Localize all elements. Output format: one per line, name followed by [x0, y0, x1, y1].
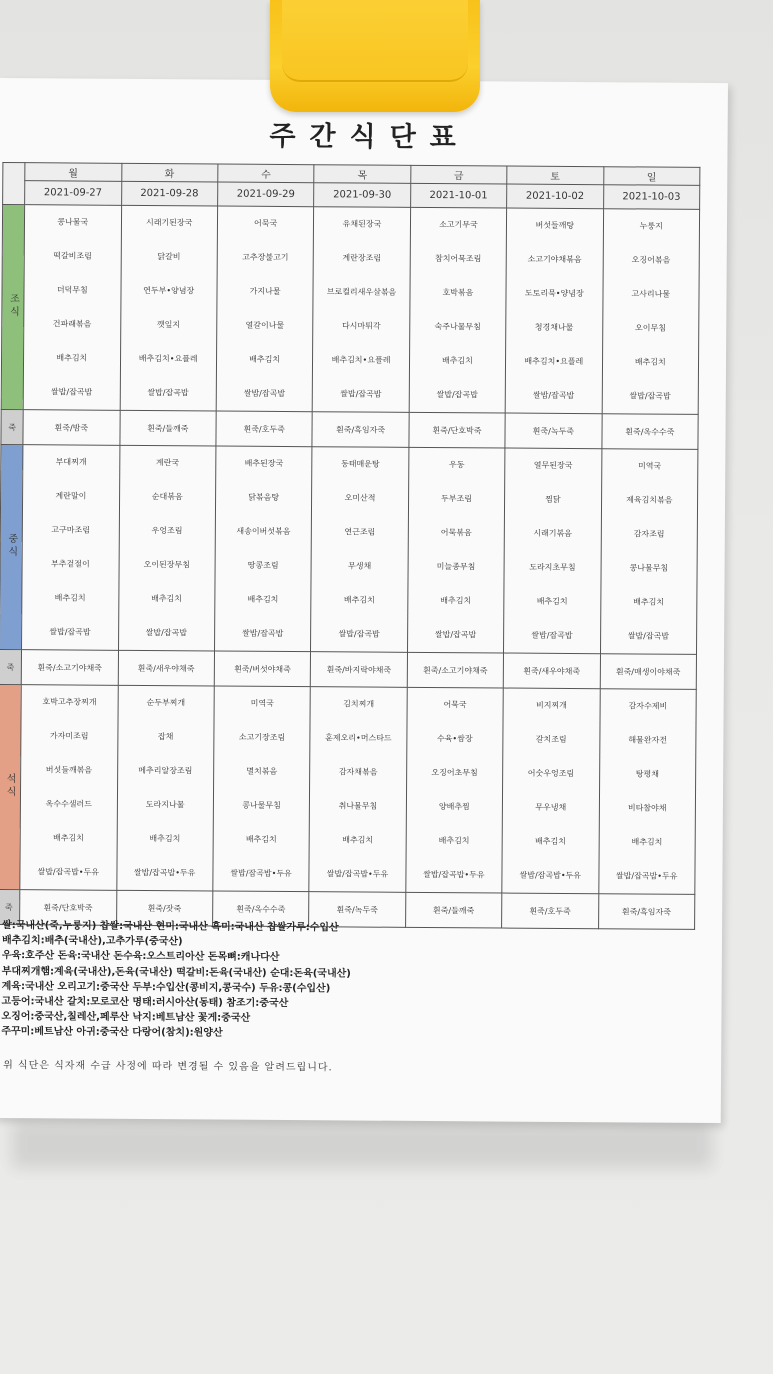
porridge-item: 흰죽/잣죽	[116, 890, 213, 926]
menu-item: 오징어초무침	[431, 768, 478, 778]
menu-item: 쌀밥/잡곡밥	[338, 629, 380, 639]
date-header: 2021-10-01	[410, 183, 507, 208]
menu-item: 쌀밥/잡곡밥•두유	[423, 869, 485, 880]
menu-item: 옥수수샐러드	[45, 799, 92, 809]
breakfast-menu-cell	[505, 208, 603, 414]
menu-item: 배추김치	[633, 597, 665, 607]
menu-item: 우동	[448, 460, 465, 470]
menu-item: 닭갈비	[157, 252, 181, 262]
origin-note-line: 주꾸미:베트남산 아귀:중국산 다랑어(참치):원양산	[1, 1026, 223, 1039]
menu-item: 어묵국	[253, 218, 278, 228]
dinner-menu-cell	[309, 687, 407, 893]
breakfast-label	[1, 205, 25, 410]
menu-item: 어숫우엉조림	[527, 768, 575, 779]
menu-item: 감자수제비	[628, 701, 668, 711]
menu-item: 누룽지	[639, 221, 663, 231]
day-header: 금	[410, 165, 507, 184]
menu-item: 배추김치	[536, 596, 568, 606]
date-header: 2021-10-02	[507, 184, 604, 209]
date-header: 2021-10-03	[603, 185, 700, 210]
origin-note-line: 부대찌개햄:계육(국내산),돈육(국내산) 떡갈비:돈육(국내산) 순대:돈육(국내산)	[1, 965, 351, 980]
origin-note-line: 계육:국내산 오리고기:중국산 두부:수입산(콩비지,콩국수) 두유:콩(수입산)	[1, 980, 331, 995]
menu-item: 브로컬리새우살볶음	[326, 287, 397, 297]
menu-item: 다시마튀각	[341, 321, 381, 331]
menu-item: 배추김치	[631, 837, 663, 847]
lunch-menu-cell	[214, 446, 312, 652]
dinner-label	[0, 685, 21, 890]
menu-item: 배추김치	[245, 834, 277, 844]
menu-item: 쌀밥/잡곡밥	[243, 388, 286, 398]
porridge-item: 흰죽/옥수수죽	[601, 414, 698, 450]
menu-item: 미역국	[250, 698, 274, 708]
menu-item: 어묵국	[443, 700, 467, 710]
menu-item: 콩나물무침	[629, 563, 669, 573]
porridge-item: 흰죽/소고기야채죽	[407, 652, 504, 688]
menu-item: 배추김치	[342, 835, 374, 845]
menu-item: 콩나물국	[57, 217, 89, 227]
menu-item: 쌀밥/잡곡밥	[532, 390, 575, 401]
porridge-item: 흰죽/새우야채죽	[118, 650, 215, 686]
menu-item: 떡갈비조림	[53, 251, 92, 261]
day-header: 화	[121, 163, 218, 182]
porridge-item: 흰죽/매생이야채죽	[600, 654, 697, 690]
menu-item: 오이된장무침	[143, 560, 191, 570]
menu-item: 오미산적	[344, 493, 376, 503]
menu-item: 쌀밥/잡곡밥	[145, 628, 188, 638]
menu-item: 쌀밥/잡곡밥•두유	[230, 868, 292, 879]
breakfast-menu-cell	[216, 206, 314, 412]
menu-item: 오이무침	[635, 323, 667, 333]
menu-item: 배추김치•요플레	[138, 353, 198, 364]
menu-item: 고사리나물	[631, 289, 671, 299]
breakfast-menu-cell	[23, 205, 121, 411]
menu-item: 연근조림	[344, 527, 376, 537]
dinner-menu-cell	[502, 688, 600, 894]
menu-item: 계란국	[155, 458, 180, 468]
menu-item: 건파래볶음	[52, 319, 92, 329]
breakfast-menu-cell	[120, 205, 218, 411]
lunch-menu-cell	[311, 447, 409, 653]
menu-item: 배추김치	[52, 833, 84, 843]
menu-item: 쌀밥/잡곡밥	[49, 627, 91, 637]
breakfast-menu-cell	[602, 209, 700, 415]
menu-item: 숙주나물무침	[434, 322, 481, 332]
porridge-item: 흰죽/호두죽	[502, 893, 599, 929]
paper-shadow	[12, 1120, 712, 1168]
menu-item: 멸치볶음	[246, 766, 278, 776]
menu-item: 감자채볶음	[338, 767, 378, 777]
menu-item: 배추김치	[438, 836, 470, 846]
menu-item: 배추김치	[54, 593, 86, 603]
porridge-item: 흰죽/옥수수죽	[212, 891, 309, 927]
lunch-menu-cell	[118, 445, 216, 651]
menu-item: 비타참야채	[627, 803, 667, 813]
menu-item: 무생채	[347, 561, 372, 571]
menu-item: 버섯들깨탕	[535, 220, 575, 231]
menu-item: 순두부찌개	[146, 698, 186, 708]
menu-item: 배추김치	[634, 357, 666, 367]
dinner-menu-cell	[20, 685, 118, 891]
porridge-item: 흰죽/호두죽	[216, 411, 313, 447]
menu-item: 호박볶음	[442, 288, 474, 298]
weekly-menu-table	[0, 162, 700, 930]
menu-item: 콩나물무침	[242, 800, 281, 810]
dinner-menu-cell	[406, 687, 504, 893]
menu-item: 배추된장국	[244, 458, 284, 468]
menu-item: 호박고추장찌개	[42, 697, 97, 707]
menu-item: 쌀밥/잡곡밥	[242, 628, 284, 638]
menu-item: 메추리알장조림	[138, 765, 193, 776]
porridge-item: 흰죽/흑임자죽	[598, 894, 695, 930]
date-header: 2021-09-27	[25, 181, 122, 206]
menu-change-notice: 위 식단은 식자재 수급 사정에 따라 변경될 수 있음을 알려드립니다.	[3, 1060, 333, 1074]
menu-item: 우엉조림	[151, 526, 183, 536]
menu-item: 깻잎지	[156, 320, 181, 330]
porridge-item: 흰죽/밤죽	[23, 410, 120, 446]
day-header: 토	[507, 166, 604, 185]
date-header: 2021-09-28	[121, 181, 218, 206]
menu-item: 취나물무침	[338, 801, 378, 811]
lunch-menu-cell	[407, 447, 505, 653]
lunch-menu-cell	[22, 445, 120, 651]
menu-item: 쌀밥/잡곡밥•두유	[326, 869, 389, 879]
day-header: 수	[218, 164, 315, 183]
menu-item: 오징어볶음	[631, 255, 671, 265]
menu-item: 쌀밥/잡곡밥•두유	[519, 870, 582, 881]
breakfast-menu-cell	[312, 207, 410, 413]
menu-item: 배추김치•요플레	[331, 355, 391, 365]
page-title: 주간식단표	[269, 120, 470, 154]
menu-item: 배추김치	[343, 595, 375, 605]
menu-item: 쌀밥/잡곡밥•두유	[37, 867, 100, 877]
porridge-item: 흰죽/단호박죽	[409, 412, 506, 448]
porridge-item: 흰죽/버섯야채죽	[214, 651, 311, 687]
menu-item: 소고기야채볶음	[527, 254, 582, 265]
menu-item: 배추김치	[247, 594, 279, 604]
menu-item: 미늘종무침	[436, 562, 476, 572]
menu-item: 쌀밥/잡곡밥•두유	[133, 867, 196, 878]
menu-item: 해물완자전	[628, 735, 668, 745]
menu-item: 감자조림	[633, 529, 665, 539]
date-header: 2021-09-29	[218, 182, 315, 207]
menu-item: 쌀밥/잡곡밥	[436, 390, 478, 400]
lunch-menu-cell	[504, 448, 602, 654]
menu-item: 소고기무국	[439, 220, 478, 230]
menu-item: 어묵볶음	[440, 528, 472, 538]
dinner-menu-cell	[116, 685, 214, 891]
dinner-menu-cell	[213, 686, 311, 892]
menu-item: 시래기볶음	[533, 528, 573, 539]
menu-item: 양배추찜	[438, 802, 470, 812]
menu-item: 참치어묵조림	[434, 254, 482, 264]
menu-item: 비지찌개	[535, 700, 567, 710]
menu-item: 새송이버섯볶음	[236, 526, 291, 537]
menu-item: 땅콩조림	[247, 560, 279, 570]
menu-item: 고추장불고기	[242, 252, 289, 263]
lunch-porridge-label: 죽	[0, 650, 22, 685]
menu-item: 배추김치	[535, 836, 566, 846]
menu-item: 닭볶음탕	[248, 492, 280, 502]
breakfast-label-text: 조식	[7, 293, 19, 320]
menu-item: 쌀밥/잡곡밥	[50, 387, 93, 397]
menu-item: 연두부•양념장	[143, 286, 195, 296]
menu-item: 청경채나물	[534, 322, 574, 333]
dinner-label-text: 석식	[4, 773, 16, 800]
origin-note-line: 배추김치:배추(국내산),고추가루(중국산)	[1, 935, 183, 948]
menu-item: 두부조림	[440, 494, 472, 504]
menu-item: 부대찌개	[55, 457, 87, 467]
menu-item: 제육김치볶음	[626, 495, 673, 505]
clip-plate	[282, 0, 468, 82]
day-header: 월	[25, 163, 122, 182]
menu-item: 김치찌개	[343, 699, 375, 709]
breakfast-porridge-label: 죽	[1, 410, 23, 445]
porridge-item: 흰죽/소고기야채죽	[21, 650, 118, 686]
corner-cell	[3, 163, 25, 205]
menu-item: 가자미조림	[49, 731, 89, 741]
menu-item: 쌀밥/잡곡밥	[340, 389, 382, 399]
lunch-label	[0, 445, 23, 650]
date-header: 2021-09-30	[314, 183, 411, 208]
menu-item: 갈치조림	[535, 734, 567, 744]
dinner-menu-cell	[598, 689, 696, 895]
origin-note-line: 쌀:국내산(죽,누룽지) 찹쌀:국내산 현미:국내산 흑미:국내산 찹쌀가루:수입산	[2, 920, 339, 934]
menu-item: 무우냉채	[535, 802, 567, 812]
menu-item: 도라지나물	[145, 800, 185, 810]
menu-item: 훈제오리•머스타드	[325, 733, 392, 743]
porridge-item: 흰죽/단호박죽	[20, 890, 117, 926]
menu-item: 미역국	[637, 461, 662, 471]
yellow-clip	[270, 0, 480, 112]
menu-item: 배추김치	[56, 353, 88, 363]
menu-item: 배추김치	[249, 354, 281, 364]
menu-item: 부추겉절이	[51, 559, 90, 569]
menu-item: 배추김치•요플레	[524, 356, 584, 367]
menu-item: 시래기된장국	[145, 218, 193, 228]
porridge-item: 흰죽/바지락야채죽	[311, 652, 408, 688]
breakfast-menu-cell	[409, 207, 507, 413]
porridge-item: 흰죽/새우야채죽	[503, 653, 600, 689]
menu-item: 도토리묵•양념장	[524, 288, 584, 299]
origin-note-line: 고등어:국내산 갈치:모로코산 명태:러시아산(동태) 참조기:중국산	[1, 996, 289, 1010]
menu-item: 배추김치	[151, 594, 183, 604]
day-header: 목	[314, 165, 411, 184]
porridge-item: 흰죽/들깨죽	[119, 410, 216, 446]
porridge-item: 흰죽/흑임자죽	[312, 412, 409, 448]
menu-item: 소고기장조림	[238, 732, 286, 743]
origin-note-line: 오징어:중국산,칠레산,페루산 낙지:베트남산 꽃게:중국산	[1, 1011, 251, 1024]
dinner-porridge-label: 죽	[0, 890, 20, 925]
menu-item: 쌀밥/잡곡밥	[531, 630, 573, 641]
porridge-item: 흰죽/녹두죽	[505, 413, 602, 449]
lunch-menu-cell	[600, 449, 698, 655]
menu-item: 가지나물	[249, 286, 281, 296]
porridge-item: 흰죽/들깨죽	[405, 892, 502, 928]
menu-item: 동태매운탕	[340, 459, 380, 469]
origin-note-line: 우육:호주산 돈육:국내산 돈수육:오스트리아산 돈목뼈:캐나다산	[1, 950, 280, 964]
menu-item: 배추김치	[149, 834, 181, 844]
menu-item: 배추김치	[440, 596, 472, 606]
day-header: 일	[603, 167, 700, 186]
menu-sheet	[0, 78, 728, 1123]
menu-item: 쌀밥/잡곡밥	[147, 388, 189, 398]
menu-item: 찜닭	[545, 494, 561, 504]
menu-item: 수육•쌈장	[436, 734, 473, 744]
menu-item: 쌀밥/잡곡밥	[629, 391, 671, 401]
menu-item: 유채된장국	[342, 219, 382, 229]
menu-item: 열갈이나물	[245, 320, 285, 330]
origin-notes	[1, 918, 702, 1045]
menu-item: 배추김치	[441, 356, 473, 366]
porridge-item: 흰죽/녹두죽	[309, 892, 406, 928]
menu-item: 잡채	[157, 732, 174, 742]
menu-item: 탕평채	[635, 769, 660, 779]
menu-item: 쌀밥/잡곡밥•두유	[615, 871, 678, 881]
menu-item: 계란말이	[55, 491, 87, 501]
menu-item: 계란장조림	[342, 253, 382, 263]
menu-item: 고구마조림	[51, 525, 90, 535]
menu-item: 순대볶음	[151, 492, 183, 502]
menu-item: 더덕무침	[56, 285, 88, 295]
menu-item: 쌀밥/잡곡밥	[627, 631, 670, 641]
menu-item: 쌀밥/잡곡밥	[434, 630, 477, 640]
menu-item: 버섯들깨볶음	[45, 765, 93, 775]
menu-item: 열무된장국	[533, 460, 573, 471]
menu-item: 도라지초무침	[529, 562, 576, 573]
lunch-label-text: 중식	[5, 533, 17, 560]
